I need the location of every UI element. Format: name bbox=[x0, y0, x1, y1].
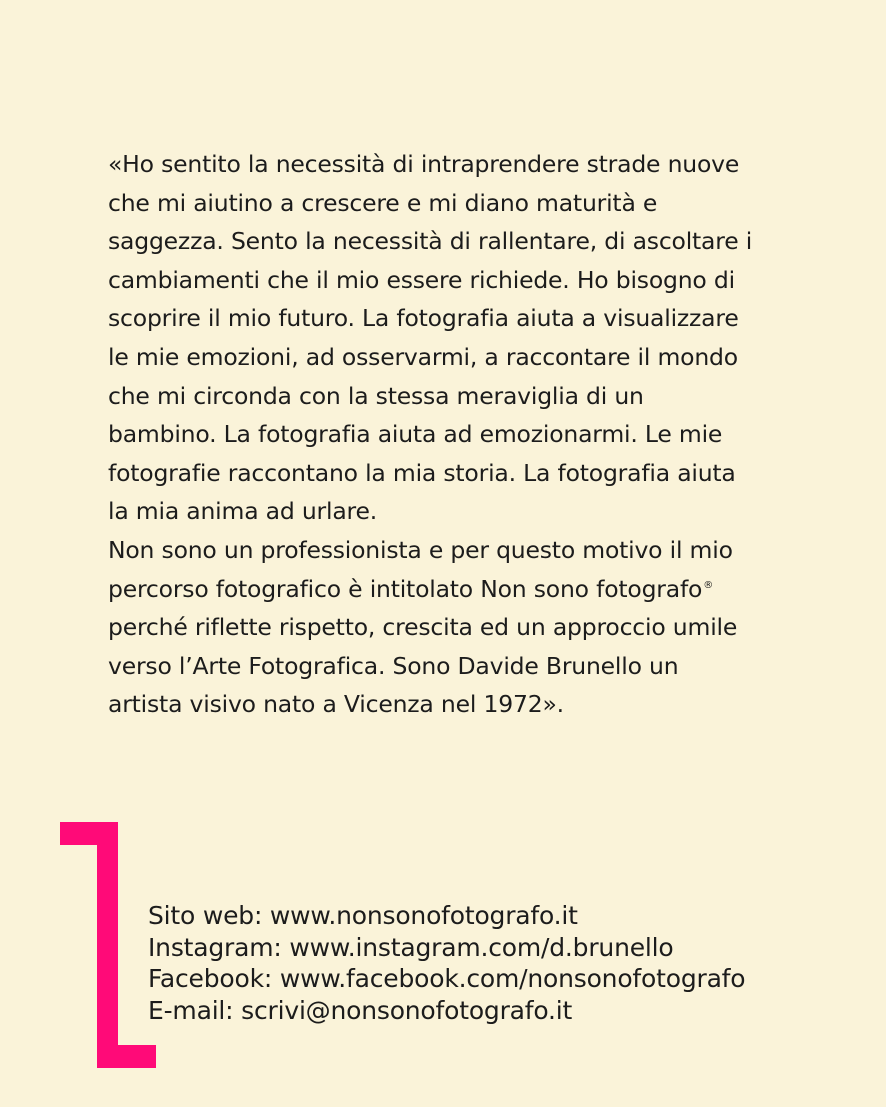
quote-line: artista visivo nato a Vicenza nel 1972». bbox=[108, 690, 564, 719]
registered-trademark-mark: ® bbox=[703, 579, 714, 591]
facebook-contact[interactable]: Facebook: www.facebook.com/nonsonofotografo bbox=[148, 964, 746, 993]
quote-line: fotografie raccontano la mia storia. La fotografia aiuta bbox=[108, 458, 736, 487]
quote-line: verso l’Arte Fotografica. Sono Davide Brunello un bbox=[108, 651, 679, 680]
bracket-shape bbox=[60, 822, 156, 1068]
quote-line: le mie emozioni, ad osservarmi, a raccontare il mondo bbox=[108, 342, 738, 371]
email-contact[interactable]: E-mail: scrivi@nonsonofotografo.it bbox=[148, 995, 573, 1025]
quote-line: saggezza. Sento la necessità di rallentare, di ascoltare i bbox=[108, 227, 753, 256]
instagram-contact[interactable]: Instagram: www.instagram.com/d.brunello bbox=[148, 932, 674, 962]
quote-line: che mi aiutino a crescere e mi diano maturità e bbox=[108, 188, 658, 217]
quote-line: cambiamenti che il mio essere richiede. Ho bisogno di bbox=[108, 265, 735, 294]
quote-line: scoprire il mio futuro. La fotografia aiuta a visualizzare bbox=[108, 304, 739, 333]
quote-line: bambino. La fotografia aiuta ad emozionarmi. Le mie bbox=[108, 420, 723, 449]
contact-info bbox=[148, 900, 868, 1026]
website-contact[interactable]: Sito web: www.nonsonofotografo.it bbox=[148, 901, 578, 930]
quote-line: la mia anima ad urlare. bbox=[108, 497, 378, 526]
quote-line: Non sono un professionista e per questo motivo il mio bbox=[108, 535, 733, 564]
quote-line: perché riflette rispetto, crescita ed un approccio umile bbox=[108, 613, 738, 642]
quote-line-text: percorso fotografico è intitolato Non sono fotografo bbox=[108, 574, 703, 603]
quote-line: che mi circonda con la stessa meraviglia di un bbox=[108, 381, 644, 410]
quote-line: «Ho sentito la necessità di intraprendere strade nuove bbox=[108, 150, 740, 178]
